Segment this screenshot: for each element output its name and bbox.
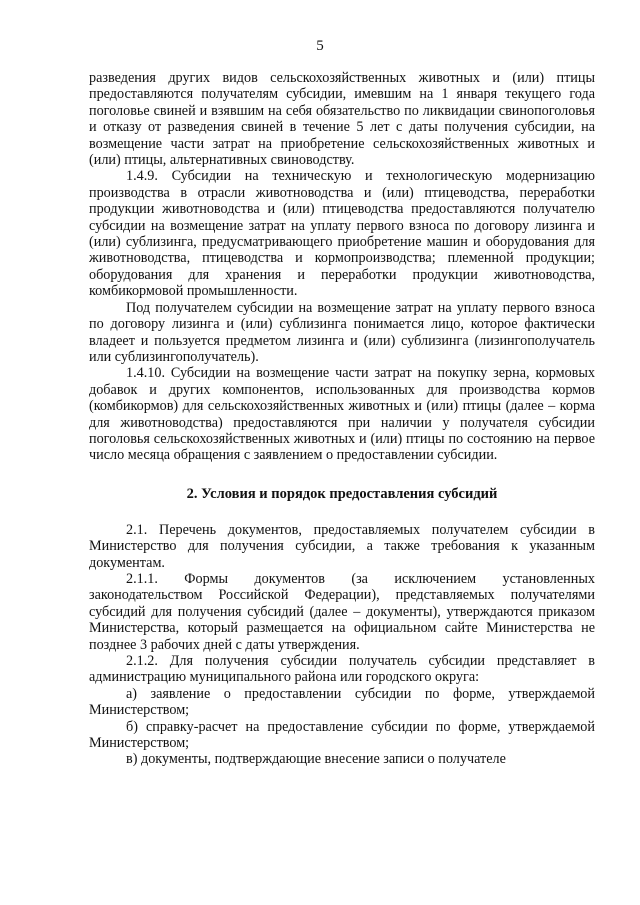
paragraph-1-4-9: 1.4.9. Субсидии на техническую и технологическую модернизацию производства в отрасли животноводства и (или) птицеводства, переработки продукции животноводства и (или) птицеводства предоставляются получателю субсидии на возмещение затрат на уплату первого взноса по договору лизинга и (или) сублизинга, предусматривающего приобретение машин и оборудования для животноводства, птицеводства и кормопроизводства; племенной продукции; оборудования для хранения и переработки продукции животноводства, комбикормовой промышленности. [89, 168, 595, 300]
section-heading: 2. Условия и порядок предоставления субсидий [186, 485, 498, 502]
paragraph-2-1-2: 2.1.2. Для получения субсидии получатель субсидии представляет в администрацию муниципального района или городского округа: [89, 653, 595, 686]
page-number: 5 [316, 38, 324, 54]
paragraph-2-1-1: 2.1.1. Формы документов (за исключением установленных законодательством Российской Федерации), представляемых получателями субсидий для получения субсидий (далее – документы), утверждаются приказом Министерства, который размещается на официальном сайте Министерства не позднее 3 рабочих дней с даты утверждения. [89, 570, 595, 653]
list-item-b: б) справку-расчет на предоставление субсидии по форме, утверждаемой Министерством; [89, 718, 595, 752]
document-body [89, 70, 595, 768]
paragraph-continuation: разведения других видов сельскохозяйственных животных и (или) птицы предоставляются получателям субсидии, имевшим на 1 января текущего года поголовье свиней и взявшим на себя обязательство по ликвидации свинопоголовья и отказу от разведения свиней в течение 5 лет с даты получения субсидии, на возмещение части затрат на приобретение сельскохозяйственных животных и (или) птицы, альтернативных свиноводству. [89, 70, 595, 169]
list-item-a: а) заявление о предоставлении субсидии по форме, утверждаемой Министерством; [89, 685, 595, 719]
paragraph-1-4-10: 1.4.10. Субсидии на возмещение части затрат на покупку зерна, кормовых добавок и других компонентов, использованных для производства кормов (комбикормов) для сельскохозяйственных животных и (или) птицы (далее – корма для животноводства) предоставляются при наличии у получателя субсидии поголовья сельскохозяйственных животных и (или) птицы по состоянию на первое число месяца обращения с заявлением о предоставлении субсидии. [89, 365, 595, 464]
paragraph-2-1: 2.1. Перечень документов, предоставляемых получателем субсидии в Министерство для получения субсидии, а также требования к указанным документам. [89, 521, 595, 571]
paragraph-lessee-definition: Под получателем субсидии на возмещение затрат на уплату первого взноса по договору лизинга и (или) сублизинга понимается лицо, которое фактически владеет и пользуется предметом лизинга и (или) сублизинга (лизингополучатель или сублизингополучатель). [89, 299, 595, 365]
list-item-v: в) документы, подтверждающие внесение записи о получателе [126, 751, 506, 768]
